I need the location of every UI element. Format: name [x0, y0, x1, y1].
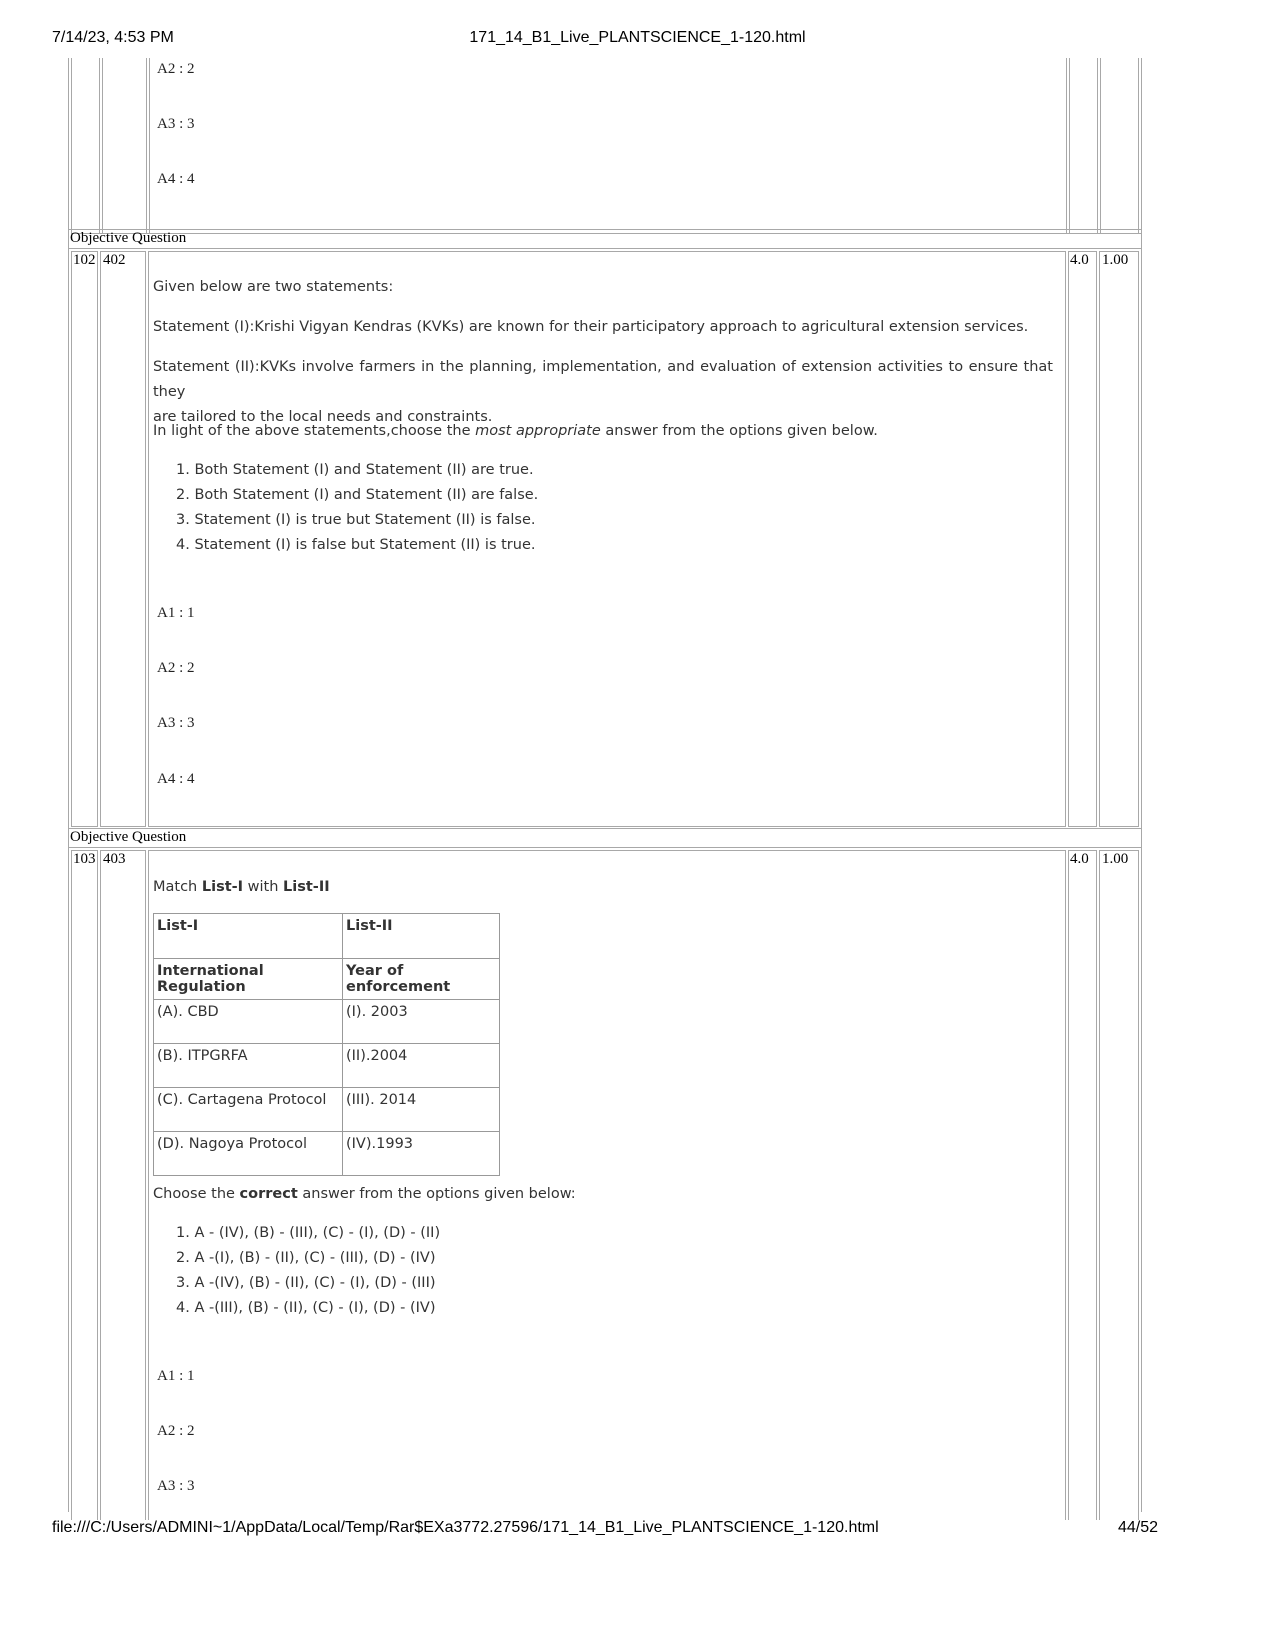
match-table-header [154, 914, 343, 959]
negative-marks: 1.00 [1102, 851, 1129, 867]
table-row [154, 1088, 500, 1132]
answer-option: A4 : 4 [157, 771, 195, 787]
match-table-subheader [154, 959, 343, 1000]
table-row [154, 1044, 500, 1088]
match-pre: Match [153, 879, 202, 895]
option-item: 3. Statement (I) is true but Statement (II) is false. [176, 512, 536, 528]
table-cell: (I). 2003 [343, 1000, 500, 1044]
instruction-emphasis: most appropriate [475, 423, 601, 439]
print-datetime: 7/14/23, 4:53 PM [52, 29, 174, 46]
question-id: 402 [103, 252, 126, 268]
match-instruction [153, 875, 330, 900]
option-item: 2. A -(I), (B) - (II), (C) - (III), (D) - (IV) [176, 1250, 436, 1266]
table-cell: (III). 2014 [343, 1088, 500, 1132]
option-item: 3. A -(IV), (B) - (II), (C) - (I), (D) - (III) [176, 1275, 436, 1291]
instruction-pre: In light of the above statements,choose the [153, 423, 476, 439]
statement-2-line-2: are tailored to the local needs and constraints. [153, 409, 493, 425]
marks: 4.0 [1070, 851, 1089, 867]
question-type-label: Objective Question [70, 829, 187, 845]
answer-option: A3 : 3 [157, 715, 195, 731]
marks: 4.0 [1070, 252, 1089, 268]
match-table [153, 913, 500, 1176]
match-table-header [343, 914, 500, 959]
match-table-subhead-row [154, 959, 500, 1000]
choose-pre: Choose the [153, 1186, 240, 1202]
match-table-header-text: List-II [346, 918, 393, 934]
instruction-post: answer from the options given below. [600, 423, 878, 439]
file-path: file:///C:/Users/ADMINI~1/AppData/Local/Temp/Rar$EXa3772.27596/171_14_B1_Live_PLANTSCIENCE_1-120.html [52, 1519, 879, 1536]
instruction [153, 419, 878, 444]
match-table-header-text: List-I [157, 918, 199, 934]
table-cell: (D). Nagoya Protocol [154, 1132, 343, 1176]
choose-post: answer from the options given below: [297, 1186, 576, 1202]
match-table-head-row [154, 914, 500, 959]
question-intro: Given below are two statements: [153, 279, 394, 295]
option-item: 2. Both Statement (I) and Statement (II) are false. [176, 487, 539, 503]
choose-instruction [153, 1182, 576, 1207]
match-mid: with [243, 879, 284, 895]
table-cell: (A). CBD [154, 1000, 343, 1044]
option-item: 1. Both Statement (I) and Statement (II) are true. [176, 462, 534, 478]
question-id: 403 [103, 851, 126, 867]
table-cell: (C). Cartagena Protocol [154, 1088, 343, 1132]
answer-option: A2 : 2 [157, 61, 195, 77]
match-table-subheader [343, 959, 500, 1000]
negative-marks: 1.00 [1102, 252, 1129, 268]
match-list-1: List-I [201, 879, 244, 895]
match-table-subheader-text: Year of enforcement [346, 963, 451, 995]
answer-option: A1 : 1 [157, 605, 195, 621]
serial-number: 103 [73, 851, 96, 867]
table-row [154, 1132, 500, 1176]
answer-option: A2 : 2 [157, 660, 195, 676]
table-cell: (IV).1993 [343, 1132, 500, 1176]
options-list [176, 458, 538, 558]
choose-bold: correct [239, 1186, 298, 1202]
option-item: 4. A -(III), (B) - (II), (C) - (I), (D) - (IV) [176, 1300, 436, 1316]
table-cell: (II).2004 [343, 1044, 500, 1088]
statement-2-line-1: Statement (II):KVKs involve farmers in the planning, implementation, and evaluation of extension activities to ensure that they [153, 359, 1053, 400]
option-item: 4. Statement (I) is false but Statement (II) is true. [176, 537, 536, 553]
table-row [154, 1000, 500, 1044]
answer-option: A4 : 4 [157, 171, 195, 187]
answer-option: A2 : 2 [157, 1423, 195, 1439]
match-table-subheader-text: International Regulation [157, 963, 264, 995]
answer-option: A3 : 3 [157, 116, 195, 132]
question-type-label: Objective Question [70, 230, 187, 246]
page-number: 44/52 [1118, 1519, 1159, 1536]
answer-option: A1 : 1 [157, 1368, 195, 1384]
match-list-2: List-II [283, 879, 330, 895]
table-cell: (B). ITPGRFA [154, 1044, 343, 1088]
page-title: 171_14_B1_Live_PLANTSCIENCE_1-120.html [469, 29, 806, 46]
statement-1: Statement (I):Krishi Vigyan Kendras (KVKs) are known for their participatory approach to agricultural extension services. [153, 319, 1029, 335]
answer-option: A3 : 3 [157, 1478, 195, 1494]
option-item: 1. A - (IV), (B) - (III), (C) - (I), (D) - (II) [176, 1225, 441, 1241]
serial-number: 102 [73, 252, 96, 268]
options-list [176, 1221, 440, 1321]
